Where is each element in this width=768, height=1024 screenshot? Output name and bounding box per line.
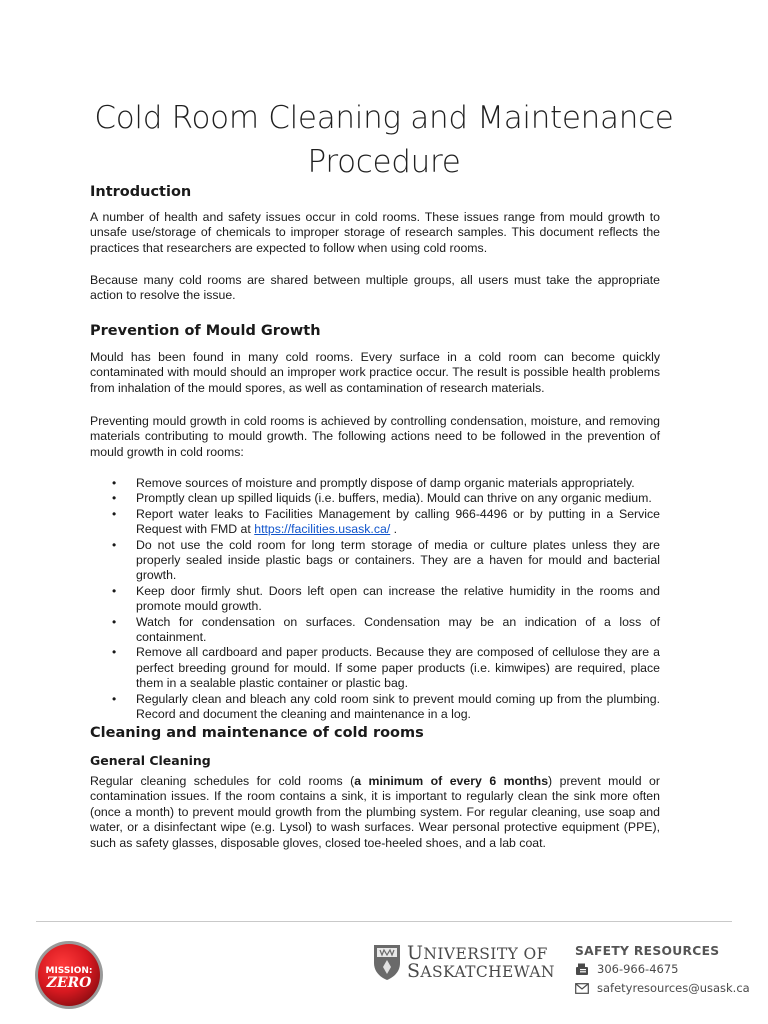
university-line-2: SASKATCHEWAN <box>407 960 555 982</box>
prevention-bullet-list <box>90 476 660 723</box>
prevention-paragraph-2: Preventing mould growth in cold rooms is achieved by controlling condensation, moisture, and removing materials contributing to mould growth. The following actions need to be followed in the prevention of mould growth in cold rooms: <box>90 414 660 459</box>
fax-phone-icon <box>575 963 589 976</box>
phone-number[interactable]: 306-966-4675 <box>597 962 679 976</box>
bullet-item: • Promptly clean up spilled liquids (i.e. buffers, media). Mould can thrive on any organic medium. <box>90 491 660 506</box>
prevention-paragraph-1: Mould has been found in many cold rooms. Every surface in a cold room can become quickly contaminated with mould should an improper work practice occur. The result is possible health problems from inhalation of the mould spores, as well as contamination of research materials. <box>90 350 660 395</box>
phone-contact <box>575 962 678 976</box>
bullet-item: • Remove sources of moisture and promptly dispose of damp organic materials appropriately. <box>90 476 660 491</box>
university-line-1: UNIVERSITY OF <box>407 942 548 964</box>
bullet-text: Report water leaks to Facilities Management by calling 966-4496 or by putting in a Service Request with FMD at <box>136 506 660 537</box>
zero-text: ZERO <box>46 975 92 991</box>
prevention-heading: Prevention of Mould Growth <box>90 323 321 339</box>
cleaning-heading: Cleaning and maintenance of cold rooms <box>90 725 424 741</box>
cleaning-text: ) prevent mould or contamination issues. If the room contains a sink, it is important to regularly clean the sink more often (once a month) to prevent mould growth from the plumbing system. For regular cleaning, use soap and water, or a disinfectant wipe (e.g. Lysol) to wash surfaces. Wear personal protective equipment (PPE), such as safety glasses, disposable gloves, closed toe-heeled shoes, and a lab coat. <box>90 774 660 850</box>
footer-divider <box>36 921 732 922</box>
bullet-item: • Do not use the cold room for long term storage of media or culture plates unless they are properly sealed inside plastic bags or containers. They are a haven for mould and bacterial growth. <box>90 538 660 584</box>
email-contact <box>575 981 750 995</box>
general-cleaning-paragraph <box>90 774 660 851</box>
document-title <box>60 96 708 184</box>
safety-resources-title: SAFETY RESOURCES <box>575 944 720 958</box>
bullet-text: . <box>390 522 398 537</box>
title-line-2: Procedure <box>307 144 461 180</box>
bullet-item: • Watch for condensation on surfaces. Condensation may be an indication of a loss of containment. <box>90 615 660 646</box>
envelope-icon <box>575 983 589 994</box>
bullet-item: • Remove all cardboard and paper products. Because they are composed of cellulose they are a perfect breeding ground for mould. If some paper products (i.e. kimwipes) are required, place them in a sealable plastic container or plastic bag. <box>90 645 660 691</box>
title-line-1: Cold Room Cleaning and Maintenance <box>94 100 674 136</box>
bullet-item: • Keep door firmly shut. Doors left open can increase the relative humidity in the rooms and promote mould growth. <box>90 584 660 615</box>
introduction-paragraph-2: Because many cold rooms are shared between multiple groups, all users must take the appropriate action to resolve the issue. <box>90 273 660 303</box>
email-address[interactable]: safetyresources@usask.ca <box>597 981 750 995</box>
bullet-item: • Regularly clean and bleach any cold room sink to prevent mould coming up from the plumbing. Record and document the cleaning and maintenance in a log. <box>90 692 660 723</box>
university-crest-icon <box>372 943 402 981</box>
introduction-heading: Introduction <box>90 184 192 200</box>
cleaning-text: Regular cleaning schedules for cold rooms ( <box>90 774 355 788</box>
mission-text: MISSION: <box>45 966 93 976</box>
general-cleaning-subheading: General Cleaning <box>90 753 211 768</box>
facilities-link[interactable]: https://facilities.usask.ca/ <box>254 522 391 537</box>
introduction-paragraph-1: A number of health and safety issues occur in cold rooms. These issues range from mould growth to unsafe use/storage of chemicals to improper storage of research samples. This document reflects the practices that researchers are expected to follow when using cold rooms. <box>90 210 660 255</box>
mission-zero-logo <box>34 940 104 1010</box>
cleaning-emphasis: a minimum of every 6 months <box>354 774 549 788</box>
university-name <box>407 942 555 982</box>
bullet-item <box>90 507 660 538</box>
